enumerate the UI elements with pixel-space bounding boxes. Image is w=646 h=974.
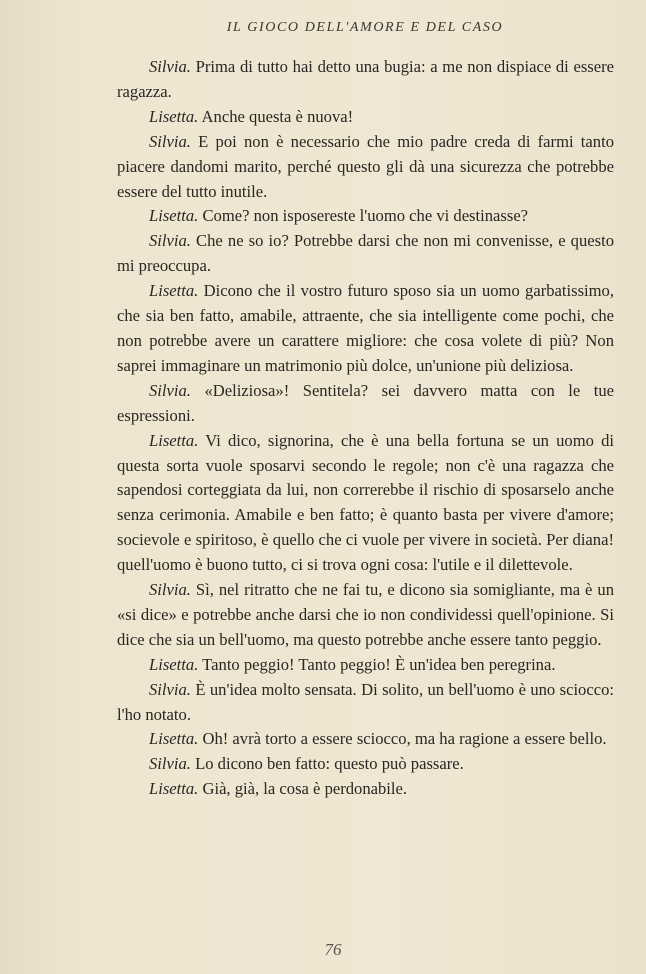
dialogue-line	[117, 752, 614, 777]
speaker-name: Lisetta.	[149, 281, 199, 301]
dialogue-text	[117, 55, 614, 802]
dialogue-line	[117, 727, 614, 752]
dialogue-line	[117, 229, 614, 279]
speaker-name: Silvia.	[149, 57, 191, 76]
dialogue-line	[117, 130, 614, 205]
dialogue-line	[117, 55, 614, 105]
line-text: Sì, nel ritratto che ne fai tu, e dicono sia somigliante, ma è un «si dice» e potrebbe anche darsi che io non condividessi quell'opinione. Si dice che sia un bell'uomo, ma questo potrebbe anche essere tanto peggio.	[117, 580, 614, 649]
dialogue-line	[117, 578, 614, 653]
speaker-name: Silvia.	[149, 679, 191, 699]
dialogue-line	[117, 653, 614, 678]
line-text: Vi dico, signorina, che è una bella fortuna se un uomo di questa sorta vuole sposarvi secondo le regole; non c'è una ragazza che sapendosi corteggiata da lui, non correrebbe il rischio di sposarselo anche senza cerimonia. Amabile e ben fatto; è quanto basta per vivere d'amore; socievole e spiritoso, è quello che ci vuole per vivere in società. Per diana! quell'uomo è buono tutto, ci si trova ogni cosa: l'utile e il dilettevole.	[117, 430, 614, 575]
line-text: Come? non isposereste l'uomo che vi destinasse?	[198, 206, 529, 226]
line-text: Che ne so io? Potrebbe darsi che non mi convenisse, e questo mi preoccupa.	[117, 231, 614, 276]
speaker-name: Lisetta.	[149, 106, 199, 126]
speaker-name: Silvia.	[149, 131, 191, 151]
line-text: Dicono che il vostro futuro sposo sia un uomo garbatissimo, che sia ben fatto, amabile, attraente, che sia intelligente come pochi, che non potrebbe avere un carattere migliore: che cosa volete di più? Non saprei immaginare un matrimonio più dolce, un'unione più deliziosa.	[117, 281, 614, 375]
speaker-name: Lisetta.	[149, 654, 199, 674]
speaker-name: Silvia.	[149, 580, 191, 600]
dialogue-line	[117, 429, 614, 578]
speaker-name: Silvia.	[149, 754, 191, 774]
line-text: Già, già, la cosa è perdonabile.	[198, 779, 408, 799]
speaker-name: Lisetta.	[149, 729, 199, 749]
page-number: 76	[324, 940, 342, 959]
dialogue-line	[117, 379, 614, 429]
dialogue-line	[117, 678, 614, 728]
line-text: Tanto peggio! Tanto peggio! È un'idea ben peregrina.	[198, 654, 556, 674]
dialogue-line	[117, 204, 614, 229]
dialogue-line	[117, 279, 614, 379]
line-text: Anche questa è nuova!	[198, 106, 354, 126]
line-text: E poi non è necessario che mio padre creda di farmi tanto piacere dandomi marito, perché questo gli dà una sicurezza che potrebbe essere del tutto inutile.	[117, 131, 614, 201]
speaker-name: Lisetta.	[149, 779, 199, 799]
line-text: «Deliziosa»! Sentitela? sei davvero matta con le tue espressioni.	[117, 380, 614, 425]
dialogue-line	[117, 105, 614, 130]
speaker-name: Silvia.	[149, 231, 191, 251]
speaker-name: Silvia.	[149, 380, 191, 400]
line-text: Lo dicono ben fatto: questo può passare.	[190, 754, 464, 774]
speaker-name: Lisetta.	[149, 206, 199, 226]
running-head: IL GIOCO DELL'AMORE E DEL CASO	[226, 20, 504, 35]
line-text: Prima di tutto hai detto una bugia: a me non dispiace di essere ragazza.	[117, 57, 614, 101]
speaker-name: Lisetta.	[149, 430, 199, 450]
line-text: Oh! avrà torto a essere sciocco, ma ha ragione a essere bello.	[198, 729, 607, 749]
line-text: È un'idea molto sensata. Di solito, un bell'uomo è uno sciocco: l'ho notato.	[117, 679, 614, 724]
dialogue-line	[117, 777, 614, 802]
